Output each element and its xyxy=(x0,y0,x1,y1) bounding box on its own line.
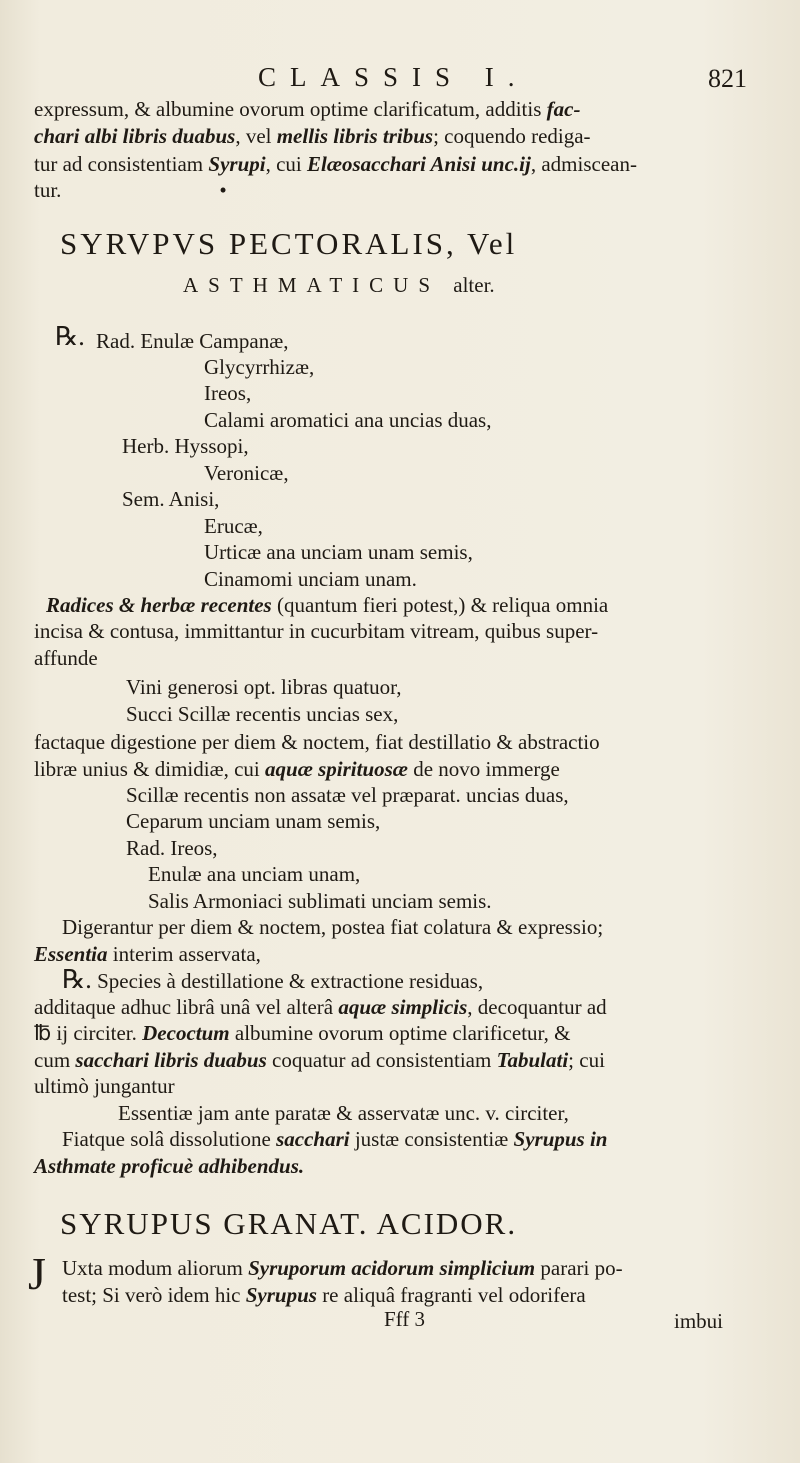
paragraph-line: Essentiæ jam ante paratæ & asservatæ unc. v. circiter, xyxy=(118,1101,569,1125)
ingredient-line: Vini generosi opt. libras quatuor, xyxy=(126,675,402,699)
paragraph-line: Uxta modum aliorum Syruporum acidorum simplicium parari po- xyxy=(62,1256,623,1280)
signature-mark: Fff 3 xyxy=(384,1307,426,1331)
paragraph-line: additaque adhuc librâ unâ vel alterâ aquæ simplicis, decoquantur ad xyxy=(34,995,607,1019)
paragraph-line: Radices & herbæ recentes (quantum fieri potest,) & reliqua omnia xyxy=(46,593,609,617)
paragraph-line: affunde xyxy=(34,646,98,670)
ingredient-line: Erucæ, xyxy=(204,514,263,538)
paragraph-line: incisa & contusa, immittantur in cucurbitam vitream, quibus super- xyxy=(34,619,599,643)
paragraph-line: Asthmate proficuè adhibendus. xyxy=(34,1154,305,1178)
page-number: 821 xyxy=(708,64,747,93)
section-title-syrupus-granat: SYRUPUS GRANAT. ACIDOR. xyxy=(60,1206,518,1241)
paragraph-line: cum sacchari libris duabus coquatur ad consistentiam Tabulati; cui xyxy=(34,1048,605,1072)
paragraph-line: factaque digestione per diem & noctem, fiat destillatio & abstractio xyxy=(34,730,600,754)
ingredient-line: Scillæ recentis non assatæ vel præparat. uncias duas, xyxy=(126,783,569,807)
catchword: imbui xyxy=(674,1309,724,1333)
intro-line-1: expressum, & albumine ovorum optime clarificatum, additis fac- xyxy=(34,97,581,121)
ingredient-line: Ceparum unciam unam semis, xyxy=(126,809,381,833)
ingredient-line: Cinamomi unciam unam. xyxy=(204,567,417,591)
paragraph-line: Digerantur per diem & noctem, postea fiat colatura & expressio; xyxy=(62,915,604,939)
drop-capital: J xyxy=(28,1248,46,1299)
intro-line-2: chari albi libris duabus, vel mellis libris tribus; coquendo rediga- xyxy=(34,124,591,148)
paragraph-line: ℞. Species à destillatione & extractione residuas, xyxy=(62,965,484,994)
paragraph-line: ℔ ij circiter. Decoctum albumine ovorum optime clarificetur, & xyxy=(34,1021,571,1045)
section-subtitle: ASTHMATICUS alter. xyxy=(183,273,495,297)
ingredient-line: Glycyrrhizæ, xyxy=(204,355,315,379)
intro-line-4: tur. • xyxy=(34,178,227,202)
ingredient-line: Rad. Ireos, xyxy=(126,836,218,860)
ingredient-line: Veronicæ, xyxy=(204,461,289,485)
paragraph-line: Essentia interim asservata, xyxy=(34,942,261,966)
ingredient-line: Urticæ ana unciam unam semis, xyxy=(204,540,473,564)
section-title-syrupus-pectoralis: SYRVPVS PECTORALIS, Vel xyxy=(60,226,518,261)
ingredient-line: Sem. Anisi, xyxy=(122,487,220,511)
ingredient-line: Ireos, xyxy=(204,381,252,405)
recipe-symbol: ℞. xyxy=(55,322,85,351)
intro-line-3: tur ad consistentiam Syrupi, cui Elæosacchari Anisi unc.ij, admiscean- xyxy=(34,152,637,176)
ingredient-line: Salis Armoniaci sublimati unciam semis. xyxy=(148,889,492,913)
paragraph-line: ultimò jungantur xyxy=(34,1074,175,1098)
ingredient-line: Succi Scillæ recentis uncias sex, xyxy=(126,702,399,726)
running-head-title: CLASSIS I. xyxy=(258,62,529,92)
paragraph-line: test; Si verò idem hic Syrupus re aliquâ fragranti vel odorifera xyxy=(62,1283,586,1307)
ingredient-line: Enulæ ana unciam unam, xyxy=(148,862,361,886)
ingredient-line: Herb. Hyssopi, xyxy=(122,434,249,458)
paragraph-line: libræ unius & dimidiæ, cui aquæ spirituosæ de novo immerge xyxy=(34,757,560,781)
ingredient-line: Rad. Enulæ Campanæ, xyxy=(96,329,289,353)
ingredient-line: Calami aromatici ana uncias duas, xyxy=(204,408,492,432)
paragraph-line: Fiatque solâ dissolutione sacchari justæ consistentiæ Syrupus in xyxy=(62,1127,608,1151)
